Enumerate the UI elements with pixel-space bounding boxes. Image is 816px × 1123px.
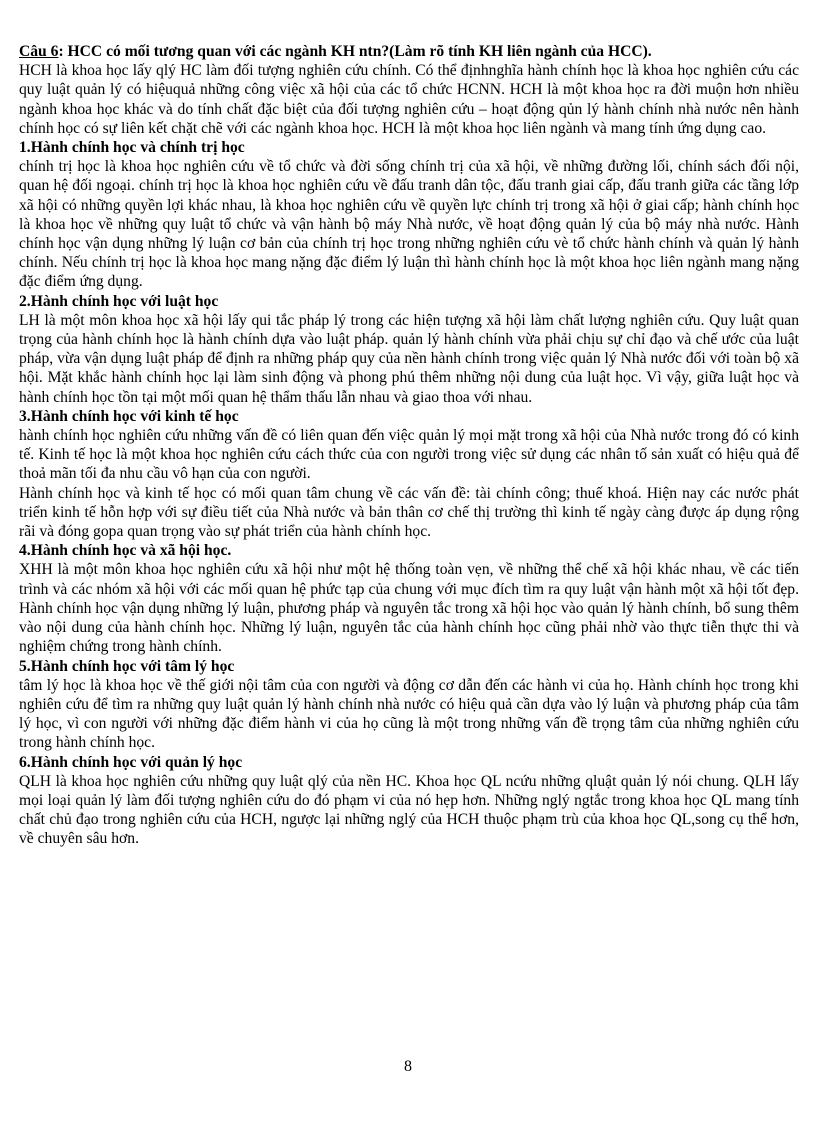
- section-heading-6: 6.Hành chính học với quản lý học: [19, 753, 243, 771]
- page-number: 8: [404, 1058, 412, 1075]
- question-text: : HCC có mối tương quan với các ngành KH ntn?(Làm rõ tính KH liên ngành của HCC).: [58, 43, 652, 60]
- question-number: Câu 6: [19, 43, 59, 60]
- document-page: [19, 42, 799, 849]
- section-heading-4: 4.Hành chính học và xã hội học.: [19, 542, 232, 560]
- section-5-paragraph: tâm lý học là khoa học về thế giới nội tâm của con người và động cơ dẫn đến các hành vi của họ. Hành chính học trong khi nghiên cứu để tìm ra những quy luật quản lý hành chính nhà nước có hiệu quả cần dựa vào lý luận và phương pháp của tâm lý học, vì con người với những đặc điểm hành vi của họ cũng là một trong những vấn đề trọng tâm của những nghiên cứu trong hành chính học.: [19, 676, 799, 752]
- section-3-paragraph-2: Hành chính học và kinh tế học có mối quan tâm chung về các vấn đề: tài chính công; thuế khoá. Hiện nay các nước phát triển kinh tế hỗn hợp với sự điều tiết của Nhà nước và bản thân cơ chế thị trường thì kinh tế ngày càng được áp dụng rộng rãi và đóng gopa quan trọng vào sự phát triển của hành chính học.: [19, 484, 799, 541]
- section-1-paragraph: chính trị học là khoa học nghiên cứu về tổ chức và đời sống chính trị của xã hội, về những đường lối, chính sách đối nội, quan hệ đối ngoại. chính trị học là khoa học nghiên cứu về đấu tranh dân tộc, đấu tranh giai cấp, đấu tranh giữa các tầng lớp xã hội có những quyền lợi khác nhau, là khoa học nghiên cứu về quyền lực chính trị trong xã hội ở giai cấp; hành chính học là khoa học về những quy luật tổ chức và vận hành bộ máy Nhà nước, về hoạt động quản lý của bộ máy nhà nước. Hành chính học vận dụng những lý luận cơ bản của chính trị học trong những nghiên cứu vè tổ chức hành chính và quản lý hành chính. Nếu chính trị học là khoa học mang nặng đặc điểm lý luận thì hành chính học là một khoa học liên ngành mang nặng đặc điểm ứng dụng.: [19, 158, 799, 291]
- section-heading-3: 3.Hành chính học với kinh tế học: [19, 407, 239, 425]
- section-3-paragraph-1: hành chính học nghiên cứu những vấn đề có liên quan đến việc quản lý mọi mặt trong xã hội của Nhà nước trong đó có kinh tế. Kinh tế học là một khoa học nghiên cứu cách thức của con người trong việc sử dụng các nhân tố sản xuất có hiệu quả để thoả mãn tối đa nhu cầu vô hạn của con người.: [19, 427, 799, 483]
- section-heading-1: 1.Hành chính học và chính trị học: [19, 139, 245, 157]
- section-heading-5: 5.Hành chính học với tâm lý học: [19, 657, 235, 675]
- section-6-paragraph: QLH là khoa học nghiên cứu những quy luật qlý của nền HC. Khoa học QL ncứu những qluật quản lý nói chung. QLH lấy mọi loại quản lý làm đối tượng nghiên cứu do đó phạm vi của nó hẹp hơn. Những nglý ngtắc trong khoa học QL mang tính chất chủ đạo trong nghiên cứu của HCH, ngược lại những nglý của HCH thuộc phạm trù của khoa học QL,song cụ thể hơn, về chuyên sâu hơn.: [19, 772, 799, 848]
- question-title: [19, 42, 799, 61]
- section-2-paragraph: LH là một môn khoa học xã hội lấy qui tắc pháp lý trong các hiện tượng xã hội làm chất lượng nghiên cứu. Quy luật quan trọng của hành chính học là hành chính dựa vào luật pháp. quản lý hành chính vừa phải chịu sự chỉ đạo và chế ước của luật pháp, vừa vận dụng luật pháp để định ra những pháp quy của nền hành chính trong việc quản lý Nhà nước đối với toàn bộ xã hội. Mặt khắc hành chính học lại làm sinh động và phong phú thêm những nội dung của luật học. Vì vậy, giữa luật học và hành chính học tồn tại một mối quan hệ thẩm thấu lẫn nhau và giao thoa với nhau.: [19, 311, 799, 406]
- intro-paragraph: HCH là khoa học lấy qlý HC làm đối tượng nghiên cứu chính. Có thể địnhnghĩa hành chính học là khoa học nghiên cứu các quy luật quản lý có hiệuquả những công việc xã hội của các tổ chức HCNN. HCH là một khoa học ra đời muộn hơn nhiều ngành khoa học khác và do tính chất đặc biệt của đối tượng nghiên cứu – hoạt động qủn lý hành chính nhà nước nên hành chính học có sự liên kết chặt chẽ với các ngành khoa học. HCH là một khoa học liên ngành và mang tính ứng dụng cao.: [19, 62, 799, 137]
- section-4-paragraph: XHH là một môn khoa học nghiên cứu xã hội như một hệ thống toàn vẹn, về những thể chế xã hội khác nhau, về các tiến trình và các nhóm xã hội với các mối quan hệ phức tạp của chung với mục đích tìm ra quy luật vận hành một xã hội tốt đẹp. Hành chính học vận dụng những lý luận, phương pháp và nguyên tắc trong xã hội học vào quản lý hành chính, bổ sung thêm vào nội dung của hành chính học. Những lý luận, nguyên tắc của hành chính học cũng phải nhờ vào thực tiễn thực thi và nghiệm chứng trong hành chính.: [19, 561, 799, 656]
- section-heading-2: 2.Hành chính học với luật học: [19, 292, 219, 310]
